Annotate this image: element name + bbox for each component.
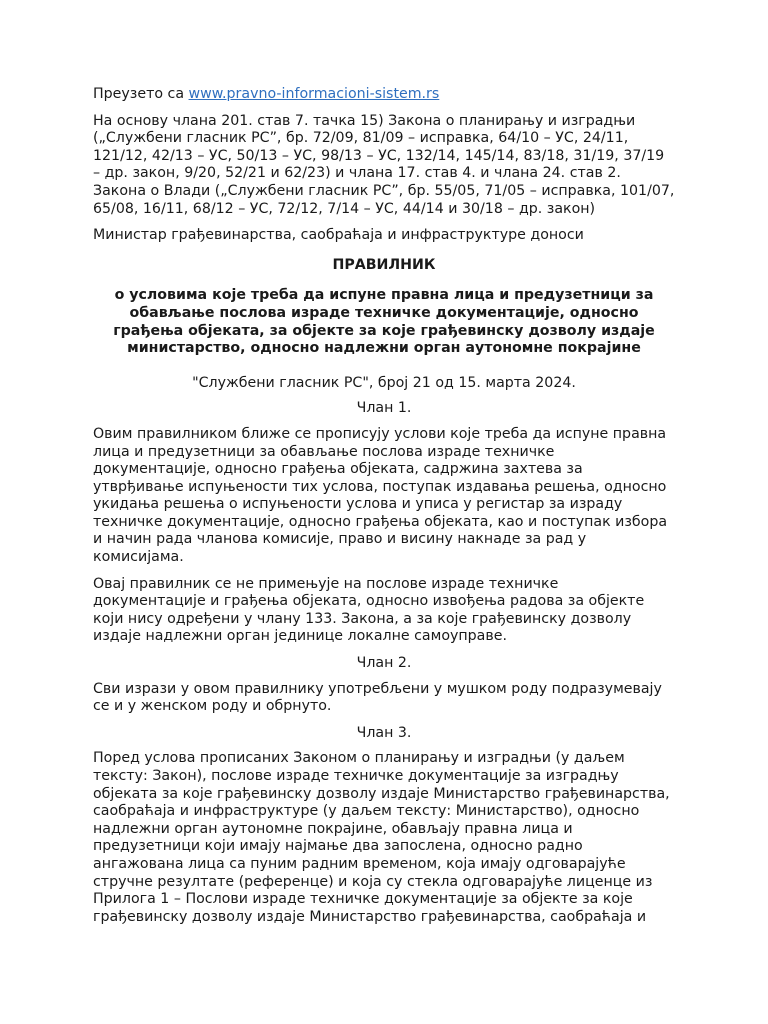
document-title: ПРАВИЛНИК [332,256,436,273]
article-paragraph: Сви изрази у овом правилнику употребљени у мушком роду подразумевају се и у женском роду и обрнуто. [93,680,662,715]
gazette-reference: "Службени гласник РС", број 21 од 15. марта 2024. [192,374,576,391]
article-paragraph: Овај правилник се не примењује на послове израде техничке документације и грађења објеката, односно извођења радова за објекте који нису одређени у члану 133. Закона, а за које грађевинску дозволу издаје надлежни орган јединице локалне самоуправе. [93,575,645,645]
article-paragraph: Поред услова прописаних Законом о планирању и изградњи (у даљем тексту: Закон), послове израде техничке документације за изградњу објеката за које грађевинску дозволу издаје Министарство грађевинарства, саобраћаја и инфраструктуре (у даљем тексту: Министарство), односно надлежни орган аутономне покрајине, обављају правна лица и предузетници који имају најмање два запослена, односно радно ангажована лица са пуним радним временом, која имају одговарајуће стручне резултате (референце) и која су стекла одговарајуће лиценце из Прилога 1 – Послови израде техничке документације за објекте за које грађевинску дозволу издаје Министарство грађевинарства, саобраћаја и [93,750,670,925]
article-heading: Члан 2. [356,655,412,672]
article-heading: Члан 3. [356,724,412,741]
document-subtitle: о условима које треба да испуне правна лица и предузетници за обављање послова израде техничке документације, односно грађења објеката, за објекте за које грађевинску дозволу издаје министарство, односно надлежни орган аутономне покрајине [113,287,655,357]
source-line [93,86,675,104]
article-paragraph: Овим правилником ближе се прописују услови које треба да испуне правна лица и предузетници за обављање послова израде техничке документације, односно грађења објеката, садржина захтева за утврђивање испуњености тих услова, поступак издавања решења, односно укидања решења о испуњености услова и уписа у регистар за израду техничке документације, односно грађења објеката, као и поступак избора и начин рада чланова комисије, право и висину накнаде за рад у комисијама. [93,425,668,566]
article-heading: Члан 1. [356,400,412,417]
legal-basis: На основу члана 201. став 7. тачка 15) Закона о планирању и изградњи („Службени гласник РС”, бр. 72/09, 81/09 – исправка, 64/10 – УС, 24/11, 121/12, 42/13 – УС, 50/13 – УС, 98/13 – УС, 132/14, 145/14, 83/18, 31/19, 37/19 – др. закон, 9/20, 52/21 и 62/23) и члана 17. став 4. и члана 24. став 2. Закона о Влади („Службени гласник РС”, бр. 55/05, 71/05 – исправка, 101/07, 65/08, 16/11, 68/12 – УС, 72/12, 7/14 – УС, 44/14 и 30/18 – др. закон) [93,112,675,217]
source-prefix: Преузето са [93,86,189,102]
enactor-line: Министар грађевинарства, саобраћаја и инфраструктуре доноси [93,227,584,244]
source-link[interactable]: www.pravno-informacioni-sistem.rs [188,86,440,102]
